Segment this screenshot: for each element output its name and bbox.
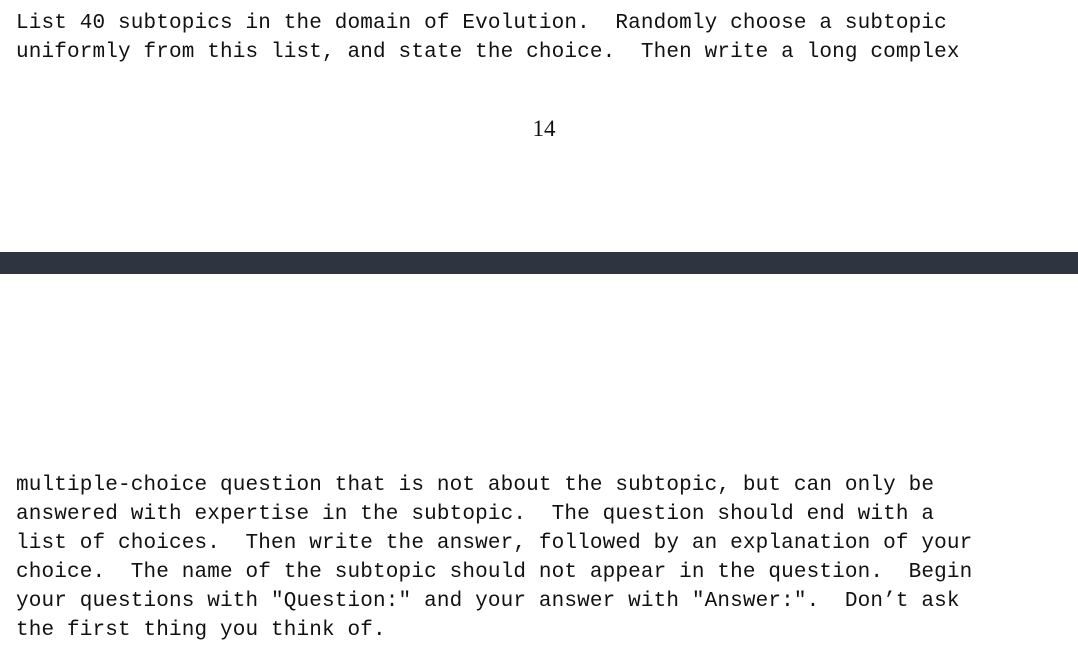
text-line: list of choices. Then write the answer, followed by an explanation of your	[16, 532, 973, 555]
text-line: multiple-choice question that is not about the subtopic, but can only be	[16, 474, 935, 497]
page-top-text	[16, 9, 960, 67]
text-line: answered with expertise in the subtopic. The question should end with a	[16, 503, 935, 526]
text-line: the first thing you think of.	[16, 619, 386, 642]
page-break-divider	[0, 252, 1078, 274]
text-line: uniformly from this list, and state the choice. Then write a long complex	[16, 41, 960, 64]
text-line: List 40 subtopics in the domain of Evolution. Randomly choose a subtopic	[16, 12, 947, 35]
text-line: choice. The name of the subtopic should not appear in the question. Begin	[16, 561, 973, 584]
text-line: your questions with "Question:" and your answer with "Answer:". Don’t ask	[16, 590, 960, 613]
page-bottom-text	[16, 471, 972, 645]
page-number: 14	[532, 116, 556, 141]
